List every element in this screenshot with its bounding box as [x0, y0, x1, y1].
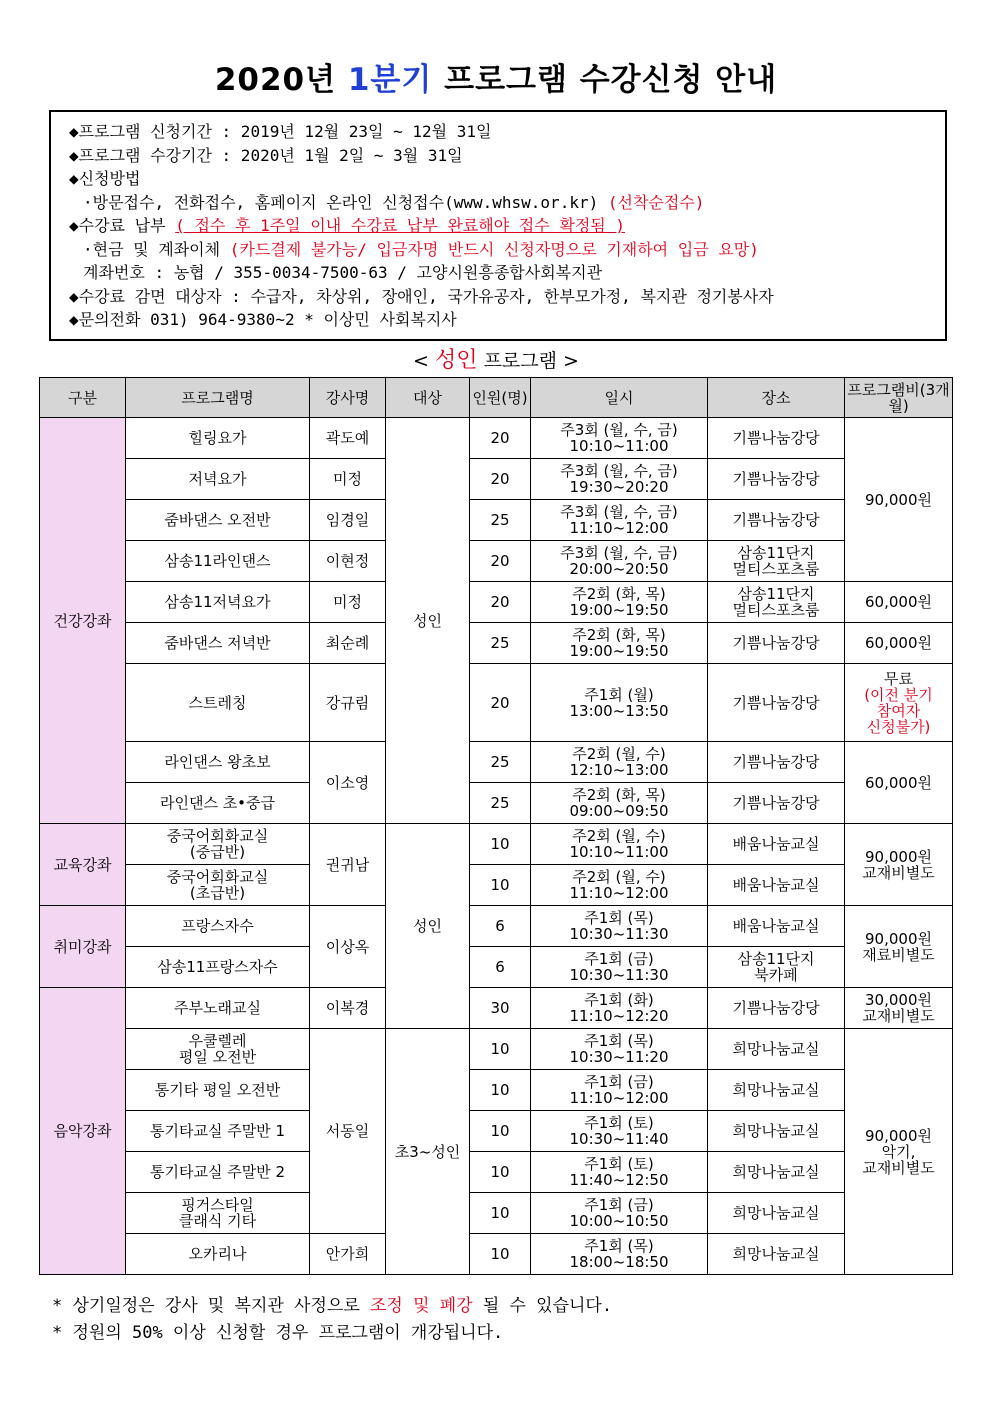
capacity-cell: 10 [470, 865, 531, 906]
schedule-cell: 주1회 (금) 10:00~10:50 [531, 1193, 708, 1234]
title-year: 2020년 [214, 62, 337, 98]
title-quarter: 1분기 [347, 62, 433, 98]
table-row [40, 1193, 953, 1234]
info-box [49, 110, 947, 341]
method-line [69, 191, 945, 215]
schedule-cell: 주1회 (월) 13:00~13:50 [531, 664, 708, 742]
table-row [40, 500, 953, 541]
schedule-cell: 주1회 (화) 11:10~12:20 [531, 988, 708, 1029]
footer-note-1-text: * 상기일정은 강사 및 복지관 사정으로 [52, 1296, 360, 1316]
fee-cell: 90,000원 교재비별도 [845, 824, 953, 906]
place-cell: 기쁨나눔강당 [708, 418, 845, 459]
capacity-cell: 20 [470, 664, 531, 742]
footer-note-2: * 정원의 50% 이상 신청할 경우 프로그램이 개강됩니다. [52, 1323, 504, 1343]
place-cell: 삼송11단지 멀티스포츠룸 [708, 541, 845, 582]
place-cell: 삼송11단지 멀티스포츠룸 [708, 582, 845, 623]
instructor-name: 이소영 [310, 742, 386, 824]
schedule-cell: 주2회 (월, 수) 11:10~12:00 [531, 865, 708, 906]
instructor-name: 미정 [310, 459, 386, 500]
schedule-cell: 주2회 (화, 목) 19:00~19:50 [531, 582, 708, 623]
capacity-cell: 20 [470, 541, 531, 582]
fee-cell: 90,000원 악기, 교재비별도 [845, 1029, 953, 1275]
table-row [40, 664, 953, 742]
capacity-cell: 25 [470, 742, 531, 783]
schedule-cell: 주1회 (토) 10:30~11:40 [531, 1111, 708, 1152]
table-row [40, 865, 953, 906]
header-capacity: 인원(명) [470, 378, 531, 418]
instructor-name: 서동일 [310, 1029, 386, 1234]
capacity-cell: 6 [470, 947, 531, 988]
capacity-cell: 10 [470, 1070, 531, 1111]
place-cell: 기쁨나눔강당 [708, 742, 845, 783]
capacity-cell: 10 [470, 1029, 531, 1070]
capacity-cell: 25 [470, 783, 531, 824]
payment-note: (카드결제 불가능/ 입금자명 반드시 신청자명으로 기재하여 입금 요망) [229, 239, 759, 259]
program-name: 오카리나 [126, 1234, 310, 1275]
program-name: 삼송11프랑스자수 [126, 947, 310, 988]
category-education: 교육강좌 [40, 824, 126, 906]
schedule-cell: 주1회 (목) 10:30~11:30 [531, 906, 708, 947]
table-row [40, 824, 953, 865]
fee-cell: 90,000원 재료비별도 [845, 906, 953, 988]
schedule-cell: 주1회 (목) 18:00~18:50 [531, 1234, 708, 1275]
table-row [40, 742, 953, 783]
header-schedule: 일시 [531, 378, 708, 418]
instructor-name: 곽도예 [310, 418, 386, 459]
target-cell: 초3~성인 [386, 1029, 470, 1275]
table-row [40, 418, 953, 459]
payment-method: ·현금 및 계좌이체 [83, 239, 221, 259]
program-name: 줌바댄스 오전반 [126, 500, 310, 541]
fee-cell: 30,000원 교재비별도 [845, 988, 953, 1029]
table-row [40, 783, 953, 824]
fee-free-note: (이전 분기 참여자 신청불가) [864, 685, 933, 736]
place-cell: 배움나눔교실 [708, 865, 845, 906]
program-name: 통기타교실 주말반 2 [126, 1152, 310, 1193]
apply-period: ◆프로그램 신청기간 : 2019년 12월 23일 ~ 12월 31일 [69, 122, 492, 141]
schedule-cell: 주1회 (토) 11:40~12:50 [531, 1152, 708, 1193]
place-cell: 희망나눔교실 [708, 1070, 845, 1111]
title-rest: 프로그램 수강신청 안내 [444, 62, 778, 98]
capacity-cell: 6 [470, 906, 531, 947]
table-row [40, 1234, 953, 1275]
program-name: 힐링요가 [126, 418, 310, 459]
place-cell: 희망나눔교실 [708, 1193, 845, 1234]
program-name: 라인댄스 왕초보 [126, 742, 310, 783]
schedule-cell: 주3회 (월, 수, 금) 11:10~12:00 [531, 500, 708, 541]
table-row [40, 906, 953, 947]
subtitle-bracket-left: < [413, 350, 429, 372]
place-cell: 기쁨나눔강당 [708, 459, 845, 500]
instructor-name: 안가희 [310, 1234, 386, 1275]
program-name: 중국어회화교실 (초급반) [126, 865, 310, 906]
program-name: 라인댄스 초•중급 [126, 783, 310, 824]
place-cell: 배움나눔교실 [708, 906, 845, 947]
discount-info: ◆수강료 감면 대상자 : 수급자, 차상위, 장애인, 국가유공자, 한부모가정, 복지관 정기봉사자 [69, 286, 774, 306]
instructor-name: 임경일 [310, 500, 386, 541]
fee-cell: 90,000원 [845, 418, 953, 582]
table-row [40, 988, 953, 1029]
place-cell: 배움나눔교실 [708, 824, 845, 865]
capacity-cell: 20 [470, 459, 531, 500]
fee-cell: 60,000원 [845, 623, 953, 664]
header-category: 구분 [40, 378, 126, 418]
capacity-cell: 20 [470, 418, 531, 459]
place-cell: 기쁨나눔강당 [708, 783, 845, 824]
table-row [40, 1152, 953, 1193]
fee-line [69, 214, 945, 238]
schedule-cell: 주3회 (월, 수, 금) 20:00~20:50 [531, 541, 708, 582]
fee-cell: 60,000원 [845, 582, 953, 623]
capacity-cell: 10 [470, 1234, 531, 1275]
place-cell: 희망나눔교실 [708, 1111, 845, 1152]
program-name: 저녁요가 [126, 459, 310, 500]
program-name: 핑거스타일 클래식 기타 [126, 1193, 310, 1234]
program-name: 스트레칭 [126, 664, 310, 742]
method-note: (선착순접수) [607, 192, 705, 212]
page-title [0, 54, 992, 99]
table-header-row [40, 378, 953, 418]
capacity-cell: 10 [470, 1193, 531, 1234]
instructor-name: 이상옥 [310, 906, 386, 988]
target-cell: 성인 [386, 418, 470, 824]
program-name: 중국어회화교실 (중급반) [126, 824, 310, 865]
table-row [40, 1111, 953, 1152]
fee-cell: 60,000원 [845, 742, 953, 824]
fee-note: ( 접수 후 1주일 이내 수강료 납부 완료해야 접수 확정됨 ) [175, 216, 625, 235]
capacity-cell: 30 [470, 988, 531, 1029]
table-row [40, 459, 953, 500]
target-cell: 성인 [386, 824, 470, 1029]
schedule-cell: 주1회 (금) 11:10~12:00 [531, 1070, 708, 1111]
instructor-name: 최순례 [310, 623, 386, 664]
fee-free: 무료 [884, 669, 913, 688]
capacity-cell: 10 [470, 1111, 531, 1152]
category-hobby: 취미강좌 [40, 906, 126, 988]
subtitle-rest: 프로그램 [483, 350, 557, 372]
method-heading: ◆신청방법 [69, 169, 141, 188]
table-row [40, 1029, 953, 1070]
program-name: 삼송11라인댄스 [126, 541, 310, 582]
program-name: 우쿨렐레 평일 오전반 [126, 1029, 310, 1070]
place-cell: 기쁨나눔강당 [708, 664, 845, 742]
category-music: 음악강좌 [40, 988, 126, 1275]
table-row [40, 1070, 953, 1111]
instructor-name: 권귀남 [310, 824, 386, 906]
schedule-cell: 주3회 (월, 수, 금) 19:30~20:20 [531, 459, 708, 500]
program-name: 통기타교실 주말반 1 [126, 1111, 310, 1152]
place-cell: 기쁨나눔강당 [708, 623, 845, 664]
footer-note-1-highlight: 조정 및 폐강 [370, 1296, 473, 1316]
header-fee: 프로그램비(3개월) [845, 378, 953, 418]
footer-note-1-end: 될 수 있습니다. [482, 1296, 613, 1316]
schedule-cell: 주2회 (월, 수) 10:10~11:00 [531, 824, 708, 865]
payment-line [69, 238, 945, 262]
table-row [40, 947, 953, 988]
subtitle-bracket-right: > [563, 350, 579, 372]
fee-heading: ◆수강료 납부 [69, 216, 166, 235]
schedule-cell: 주1회 (금) 10:30~11:30 [531, 947, 708, 988]
fee-cell [845, 664, 953, 742]
place-cell: 기쁨나눔강당 [708, 500, 845, 541]
instructor-name: 이복경 [310, 988, 386, 1029]
schedule-cell: 주2회 (화, 목) 09:00~09:50 [531, 783, 708, 824]
program-name: 통기타 평일 오전반 [126, 1070, 310, 1111]
schedule-cell: 주3회 (월, 수, 금) 10:10~11:00 [531, 418, 708, 459]
schedule-cell: 주2회 (월, 수) 12:10~13:00 [531, 742, 708, 783]
program-name: 삼송11저녁요가 [126, 582, 310, 623]
table-row [40, 623, 953, 664]
category-health: 건강강좌 [40, 418, 126, 824]
program-table [39, 377, 953, 1275]
capacity-cell: 10 [470, 1152, 531, 1193]
method-detail: ·방문접수, 전화접수, 홈페이지 온라인 신청접수(www.whsw.or.kr) [83, 192, 599, 212]
capacity-cell: 25 [470, 500, 531, 541]
instructor-name: 강규림 [310, 664, 386, 742]
header-place: 장소 [708, 378, 845, 418]
class-period: ◆프로그램 수강기간 : 2020년 1월 2일 ~ 3월 31일 [69, 145, 463, 165]
instructor-name: 이현정 [310, 541, 386, 582]
section-subtitle [0, 343, 992, 374]
contact-info: ◆문의전화 031) 964-9380~2 * 이상민 사회복지사 [69, 310, 457, 329]
table-row [40, 582, 953, 623]
table-row [40, 541, 953, 582]
capacity-cell: 25 [470, 623, 531, 664]
program-name: 줌바댄스 저녁반 [126, 623, 310, 664]
program-name: 프랑스자수 [126, 906, 310, 947]
schedule-cell: 주1회 (목) 10:30~11:20 [531, 1029, 708, 1070]
program-name: 주부노래교실 [126, 988, 310, 1029]
capacity-cell: 20 [470, 582, 531, 623]
capacity-cell: 10 [470, 824, 531, 865]
header-program: 프로그램명 [126, 378, 310, 418]
subtitle-highlight: 성인 [435, 348, 478, 373]
footer-note-1 [52, 1291, 612, 1316]
place-cell: 삼송11단지 북카페 [708, 947, 845, 988]
account-info: 계좌번호 : 농협 / 355-0034-7500-63 / 고양시원흥종합사회복지관 [83, 263, 603, 282]
header-instructor: 강사명 [310, 378, 386, 418]
place-cell: 희망나눔교실 [708, 1152, 845, 1193]
header-target: 대상 [386, 378, 470, 418]
instructor-name: 미정 [310, 582, 386, 623]
place-cell: 기쁨나눔강당 [708, 988, 845, 1029]
schedule-cell: 주2회 (화, 목) 19:00~19:50 [531, 623, 708, 664]
place-cell: 희망나눔교실 [708, 1029, 845, 1070]
place-cell: 희망나눔교실 [708, 1234, 845, 1275]
